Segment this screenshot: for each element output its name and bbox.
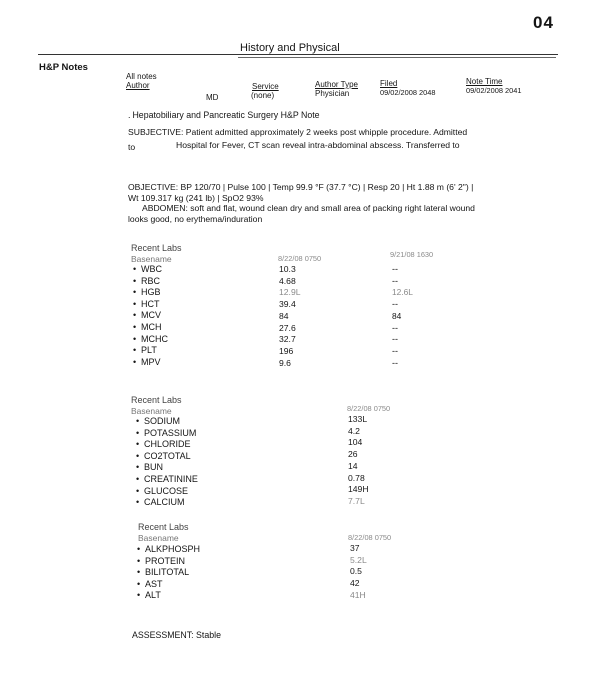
cbc-col1-date: 8/22/08 0750 [278,254,322,263]
liver-labs-heading: Recent Labs [138,522,189,532]
lab-name: • CHLORIDE [136,439,198,451]
service-column-header: Service [252,82,279,91]
header-divider [38,54,558,55]
author-value: MD [206,93,219,102]
lab-value: 39.4 [279,299,296,310]
lab-value: 9.6 [279,357,291,368]
assessment: ASSESSMENT: Stable [132,630,221,640]
chem-labs-subheading: Basename [131,406,172,416]
objective-vitals: OBJECTIVE: BP 120/70 | Pulse 100 | Temp 99.9 °F (37.7 °C) | Resp 20 | Ht 1.88 m (6' 2") | [128,182,474,192]
lab-name: • HCT [133,299,168,311]
section-side-label: H&P Notes [39,62,88,73]
lab-value: 10.3 [279,264,296,274]
lab-name: • MCH [133,322,168,334]
all-notes-label: All notes [126,72,157,81]
lab-name: • HGB [133,287,168,299]
lab-value: 37 [350,543,360,553]
chem-lab-names [136,416,198,509]
lab-value: 0.78 [348,472,365,483]
lab-value: 0.5 [350,566,362,577]
lab-value: -- [392,334,398,345]
author-column-header: Author [126,81,150,90]
lab-value: -- [392,345,398,356]
lab-name: • POTASSIUM [136,428,198,440]
lab-value: 12.9L [279,287,301,298]
chem-values [348,414,369,508]
cbc-col1-values [279,264,301,369]
objective-weight: Wt 109.317 kg (241 lb) | SpO2 93% [128,193,264,203]
lab-name: • BUN [136,462,198,474]
lab-value: -- [392,264,398,274]
lab-value: 41H [350,589,366,600]
note-time-value: 09/02/2008 2041 [466,86,522,95]
lab-name: • MPV [133,357,168,369]
lab-value: 4.68 [279,275,296,286]
lab-value: -- [392,322,398,333]
lab-value: -- [392,275,398,286]
cbc-col2-date: 9/21/08 1630 [390,250,434,259]
liver-date: 8/22/08 0750 [348,533,392,542]
note-time-column-header: Note Time [466,77,503,86]
objective-abdomen-cont: looks good, no erythema/induration [128,214,263,224]
lab-value: 149H [348,484,369,495]
lab-name: • RBC [133,276,168,288]
lab-name: • PLT [133,345,168,357]
cbc-labs-subheading: Basename [131,254,172,264]
lab-name: • ALKPHOSPH [137,544,200,556]
author-type-column-header: Author Type [315,80,358,89]
lab-value: 12.6L [392,287,413,298]
cbc-labs-heading: Recent Labs [131,243,182,253]
lab-value: 14 [348,460,358,471]
cbc-col2-values [392,264,413,369]
lab-value: 84 [392,310,402,321]
lab-value: 32.7 [279,334,296,345]
lab-name: • GLUCOSE [136,486,198,498]
chem-date: 8/22/08 0750 [347,404,391,413]
subjective-line-1: SUBJECTIVE: Patient admitted approximately 2 weeks post whipple procedure. Admitted [128,127,468,137]
lab-name: • CREATININE [136,474,198,486]
document-title: History and Physical [240,42,340,54]
objective-abdomen: ABDOMEN: soft and flat, wound clean dry and small area of packing right lateral wound [142,203,475,213]
lab-name: • BILITOTAL [137,567,200,579]
title-underline [238,57,556,58]
page-number: 04 [533,13,554,32]
liver-lab-names [137,544,200,602]
service-value: (none) [251,91,275,100]
lab-value: 5.2L [350,554,367,565]
liver-values [350,543,367,602]
lab-name: • ALT [137,590,200,602]
subjective-line-2: Hospital for Fever, CT scan reveal intra-abdominal abscess. Transferred to [176,140,460,150]
lab-name: • PROTEIN [137,556,200,568]
liver-labs-subheading: Basename [138,533,179,543]
author-type-value: Physician [315,89,350,98]
lab-name: • MCV [133,310,168,322]
subjective-line-2-start: to [128,142,136,152]
lab-name: • SODIUM [136,416,198,428]
lab-value: 27.6 [279,322,296,333]
lab-value: 133L [348,414,368,424]
lab-value: 7.7L [348,495,365,506]
lab-value: 104 [348,437,363,448]
note-title: . Hepatobiliary and Pancreatic Surgery H&P Note [128,110,320,120]
lab-value: -- [392,299,398,310]
lab-name: • WBC [133,264,168,276]
lab-name: • CO2TOTAL [136,451,198,463]
lab-name: • AST [137,579,200,591]
lab-value: -- [392,357,398,368]
lab-value: 26 [348,449,358,460]
cbc-lab-names [133,264,168,368]
lab-value: 42 [350,578,360,589]
lab-value: 196 [279,345,294,356]
chem-labs-heading: Recent Labs [131,395,182,405]
filed-column-header: Filed [380,79,398,88]
lab-name: • MCHC [133,334,168,346]
lab-value: 4.2 [348,425,360,436]
lab-value: 84 [279,310,289,321]
lab-name: • CALCIUM [136,497,198,509]
filed-value: 09/02/2008 2048 [380,88,436,97]
